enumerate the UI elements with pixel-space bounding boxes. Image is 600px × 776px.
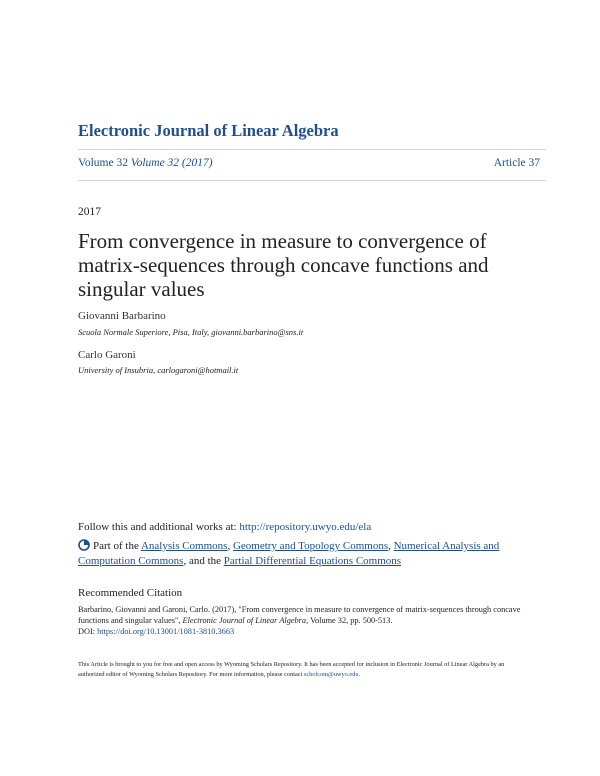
header-rule-top <box>78 149 546 150</box>
doi-label: DOI: <box>78 627 98 636</box>
volume-issue-link[interactable]: Volume 32 (2017) <box>130 157 213 169</box>
follow-line <box>78 521 371 533</box>
doi-link[interactable]: https://doi.org/10.13001/1081-3810.3663 <box>97 627 235 636</box>
author-affiliation: University of Insubria, carlogaroni@hotmail.it <box>78 365 239 375</box>
repository-link[interactable]: http://repository.uwyo.edu/ela <box>239 521 372 533</box>
volume-row <box>78 157 540 169</box>
author-name: Carlo Garoni <box>78 349 136 361</box>
footer-end: . <box>358 670 361 678</box>
journal-title[interactable]: Electronic Journal of Linear Algebra <box>78 121 339 140</box>
part-of-commons <box>78 539 518 569</box>
publication-year: 2017 <box>78 206 101 218</box>
separator: , <box>227 540 233 552</box>
separator: , <box>388 540 394 552</box>
article-link[interactable]: Article 37 <box>493 157 540 169</box>
recommended-citation-heading: Recommended Citation <box>78 587 183 599</box>
geometry-topology-commons-link[interactable]: Geometry and Topology Commons <box>232 540 389 552</box>
analysis-commons-link[interactable]: Analysis Commons <box>140 540 228 552</box>
citation-volume: , Volume 32, pp. 500-513. <box>306 616 393 625</box>
volume-link[interactable]: Volume 32 <box>78 157 128 169</box>
contact-email-link[interactable]: scholcom@uwyo.edu <box>303 670 359 678</box>
separator: , and the <box>183 555 224 567</box>
citation-journal: Electronic Journal of Linear Algebra <box>182 616 307 625</box>
author-name: Giovanni Barbarino <box>78 310 166 322</box>
paper-title: From convergence in measure to convergence of matrix-sequences through concave functions and singular values <box>78 229 489 301</box>
citation-text <box>78 604 528 637</box>
citation-body: Barbarino, Giovanni and Garoni, Carlo. (2017), "From convergence in measure to convergence of matrix-sequences through concave functions and singular values", <box>78 605 521 625</box>
part-of-label: Part of the <box>93 540 141 552</box>
follow-label: Follow this and additional works at: <box>78 521 240 533</box>
pde-commons-link[interactable]: Partial Differential Equations Commons <box>223 555 402 567</box>
open-access-icon <box>78 539 90 551</box>
author-affiliation: Scuola Normale Superiore, Pisa, Italy, giovanni.barbarino@sns.it <box>78 327 304 337</box>
footer-notice <box>78 660 528 679</box>
numerical-analysis-commons-link[interactable]: Numerical Analysis and Computation Commons <box>78 540 500 567</box>
header-rule-bottom <box>78 180 546 181</box>
footer-text: This Article is brought to you for free and open access by Wyoming Scholars Repository. It has been accepted for inclusion in Electronic Journal of Linear Algebra by an authorized editor of Wyoming Scholars Repository. For more information, please contact <box>78 661 505 678</box>
